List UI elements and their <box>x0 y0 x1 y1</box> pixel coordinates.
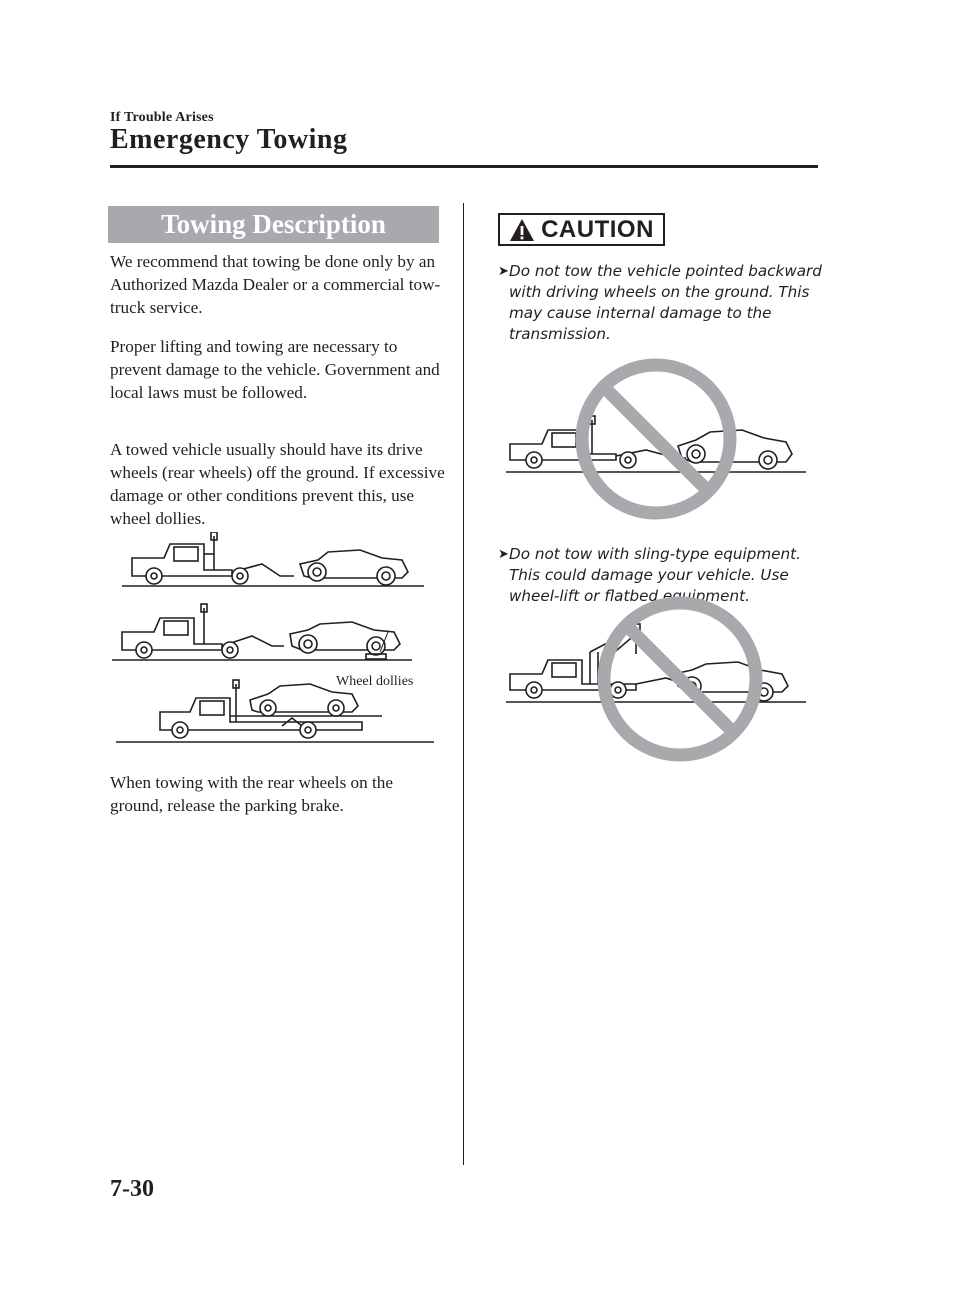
towed-car-1 <box>300 550 408 585</box>
wheel-dollies-label: Wheel dollies <box>336 674 414 689</box>
prohibition-icon <box>604 603 756 755</box>
caution-item-backward <box>498 261 823 345</box>
paragraph-parking-brake: When towing with the rear wheels on the ground, release the parking brake. <box>110 773 394 815</box>
prohibition-icon <box>582 365 730 513</box>
column-divider <box>463 203 464 1165</box>
page-number: 7-30 <box>110 1176 154 1202</box>
warning-icon <box>509 218 535 242</box>
caution-label: CAUTION <box>541 215 654 243</box>
chapter-title: Emergency Towing <box>110 124 348 155</box>
prohibited-sling-tow-illustration <box>506 594 806 764</box>
caution-text: Do not tow the vehicle pointed backward with driving wheels on the ground. This may cause internal damage to the transmission. <box>509 262 822 343</box>
wheel-dolly <box>366 654 386 659</box>
paragraph-recommendation: We recommend that towing be done only by an Authorized Mazda Dealer or a commercial tow-truck service. <box>110 252 441 317</box>
wheel-lift-truck-1 <box>132 532 294 584</box>
arrow-bullet-icon: ➤ <box>498 547 509 562</box>
sling-tow-truck-icon <box>510 624 678 698</box>
towing-methods-illustration <box>112 532 442 752</box>
arrow-bullet-icon: ➤ <box>498 264 509 279</box>
paragraph-drive-wheels: A towed vehicle usually should have its drive wheels (rear wheels) off the ground. If excessive damage or other conditions prevent this, use wheel dollies. <box>110 440 445 528</box>
section-label: If Trouble Arises <box>110 110 214 125</box>
paragraph-laws: Proper lifting and towing are necessary to prevent damage to the vehicle. Government and local laws must be followed. <box>110 337 440 402</box>
wheel-lift-truck-2 <box>122 604 284 658</box>
caution-text: Do not tow with sling-type equipment. This could damage your vehicle. Use wheel-lift or flatbed equipment. <box>509 545 801 605</box>
prohibited-backward-tow-illustration <box>506 354 806 524</box>
caution-banner <box>498 213 665 246</box>
header-rule <box>110 165 818 168</box>
section-heading: Towing Description <box>108 206 439 243</box>
towed-car-2 <box>290 622 400 659</box>
